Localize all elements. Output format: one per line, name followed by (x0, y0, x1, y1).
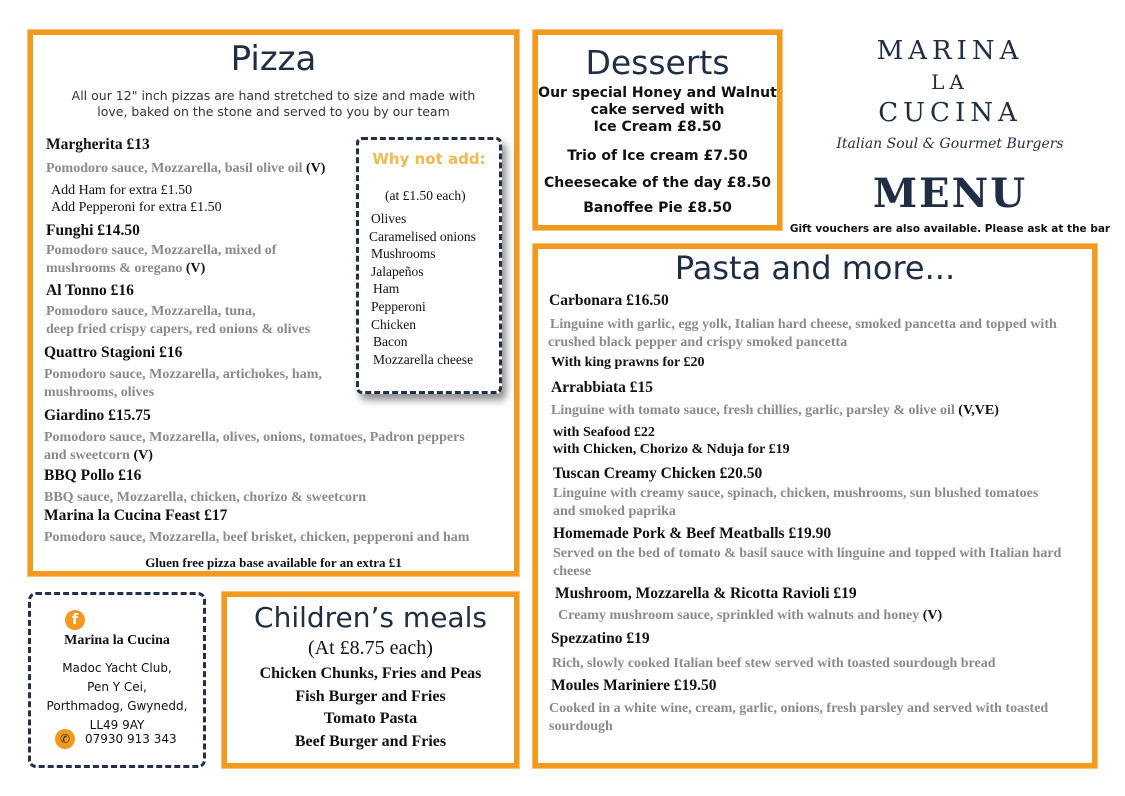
desc-feast: Pomodoro sauce, Mozzarella, beef brisket, chicken, pepperoni and ham (44, 530, 470, 545)
contact-phone[interactable]: 07930 913 343 (85, 732, 177, 746)
dessert-cheesecake: Cheesecake of the day £8.50 (543, 175, 772, 191)
desc-meatballs: Served on the bed of tomato & basil sauce with linguine and topped with Italian hard cheese (553, 546, 1062, 579)
desc-moules: Cooked in a white wine, cream, garlic, onions, fresh parsley and served with toasted sourdough (549, 701, 1049, 734)
desc-bbq-pollo: BBQ sauce, Mozzarella, chicken, chorizo & sweetcorn (44, 490, 367, 505)
topping-item: Bacon (373, 334, 408, 350)
item-feast: Marina la Cucina Feast £17 (44, 507, 228, 524)
children-title: Children’s meals (254, 601, 487, 634)
dessert-banoffee: Banoffee Pie £8.50 (583, 200, 732, 216)
desserts-panel (533, 30, 782, 230)
brand-tagline: Italian Soul & Gourmet Burgers (836, 136, 1064, 152)
children-price: (At £8.75 each) (308, 637, 433, 659)
item-quattro-stagioni: Quattro Stagioni £16 (44, 344, 183, 361)
menu-heading: MENU (872, 170, 1028, 217)
topping-item: Chicken (371, 316, 416, 332)
brand-block (790, 36, 1110, 242)
item-bbq-pollo: BBQ Pollo £16 (44, 467, 142, 484)
desserts-title: Desserts (585, 43, 730, 82)
extra-pepperoni: Add Pepperoni for extra £1.50 (51, 200, 222, 215)
item-moules: Moules Mariniere £19.50 (551, 677, 717, 694)
pizza-title: Pizza (230, 39, 317, 79)
desc-spezzatino: Rich, slowly cooked Italian beef stew served with toasted sourdough bread (552, 656, 996, 671)
children-item: Tomato Pasta (323, 710, 418, 727)
facebook-icon[interactable]: f (65, 610, 85, 630)
children-item: Beef Burger and Fries (294, 732, 447, 750)
topping-item: Olives (371, 211, 407, 226)
item-funghi: Funghi £14.50 (46, 222, 140, 239)
phone-icon[interactable]: ✆ (55, 729, 75, 749)
dessert-trio: Trio of Ice cream £7.50 (567, 148, 748, 164)
why-not-add-box (356, 137, 502, 394)
topping-item: Ham (373, 281, 400, 297)
item-ravioli: Mushroom, Mozzarella & Ricotta Ravioli £19 (555, 585, 857, 602)
topping-item: Caramelised onions (369, 228, 476, 244)
topping-item: Jalapeños (371, 263, 424, 279)
desc-al-tonno: Pomodoro sauce, Mozzarella, tuna, deep fried crispy capers, red onions & olives (46, 304, 311, 337)
desc-carbonara: Linguine with garlic, egg yolk, Italian hard cheese, smoked pancetta and topped with crushed black pepper and crispy smoked pancetta (548, 317, 1057, 350)
topping-item: Mushrooms (371, 246, 436, 262)
contact-name: Marina la Cucina (64, 633, 170, 648)
brand-name: MARINA LA CUCINA (876, 36, 1024, 128)
topping-list (371, 210, 476, 368)
desc-quattro-stagioni: Pomodoro sauce, Mozzarella, artichokes, ham, mushrooms, olives (44, 367, 322, 400)
topping-item: Mozzarella cheese (373, 351, 474, 367)
item-carbonara: Carbonara £16.50 (549, 292, 669, 309)
desc-tuscan-chicken: Linguine with creamy sauce, spinach, chicken, mushrooms, sun blushed tomatoes and smoked paprika (553, 486, 1039, 519)
pasta-panel (533, 244, 1097, 768)
contact-box (28, 592, 206, 768)
item-meatballs: Homemade Pork & Beef Meatballs £19.90 (553, 525, 832, 542)
item-margherita: Margherita £13 (46, 136, 150, 153)
pasta-title: Pasta and more... (674, 249, 956, 287)
why-not-price: (at £1.50 each) (385, 188, 466, 203)
item-tuscan-chicken: Tuscan Creamy Chicken £20.50 (553, 465, 763, 482)
desc-funghi: Pomodoro sauce, Mozzarella, mixed of mushrooms & oregano (V) (46, 243, 277, 276)
desc-margherita: Pomodoro sauce, Mozzarella, basil olive oil (V) (46, 161, 326, 176)
dessert-honey-walnut: Our special Honey and Walnut cake served with Ice Cream £8.50 (538, 85, 777, 135)
desc-arrabbiata: Linguine with tomato sauce, fresh chillies, garlic, parsley & olive oil (V,VE) (551, 403, 999, 418)
gift-voucher-note: Gift vouchers are also available. Please ask at the bar (789, 223, 1111, 235)
item-giardino: Giardino £15.75 (44, 407, 151, 424)
with-prawns: With king prawns for £20 (551, 355, 705, 370)
children-items (227, 663, 514, 753)
pizza-intro: All our 12" inch pizzas are hand stretched to size and made with love, baked on the stone and served to you by our team (71, 88, 476, 119)
desc-ravioli: Creamy mushroom sauce, sprinkled with walnuts and honey (V) (558, 608, 943, 623)
gluten-note: Gluen free pizza base available for an extra £1 (145, 555, 402, 570)
topping-item: Pepperoni (371, 298, 426, 314)
why-not-title: Why not add: (372, 150, 486, 168)
extra-ham: Add Ham for extra £1.50 (51, 183, 193, 198)
children-item: Fish Burger and Fries (295, 687, 446, 705)
item-spezzatino: Spezzatino £19 (551, 630, 650, 647)
with-chicken-chorizo: with Chicken, Chorizo & Nduja for £19 (553, 442, 790, 457)
children-item: Chicken Chunks, Fries and Peas (259, 665, 482, 682)
children-panel (222, 592, 519, 768)
item-arrabbiata: Arrabbiata £15 (551, 379, 654, 396)
contact-address: Madoc Yacht Club, Pen Y Cei, Porthmadog, Gwynedd, LL49 9AY (46, 661, 188, 732)
desc-giardino: Pomodoro sauce, Mozzarella, olives, onions, tomatoes, Padron peppers and sweetcorn (V) (44, 430, 465, 463)
item-al-tonno: Al Tonno £16 (46, 282, 134, 299)
with-seafood: with Seafood £22 (553, 425, 655, 440)
